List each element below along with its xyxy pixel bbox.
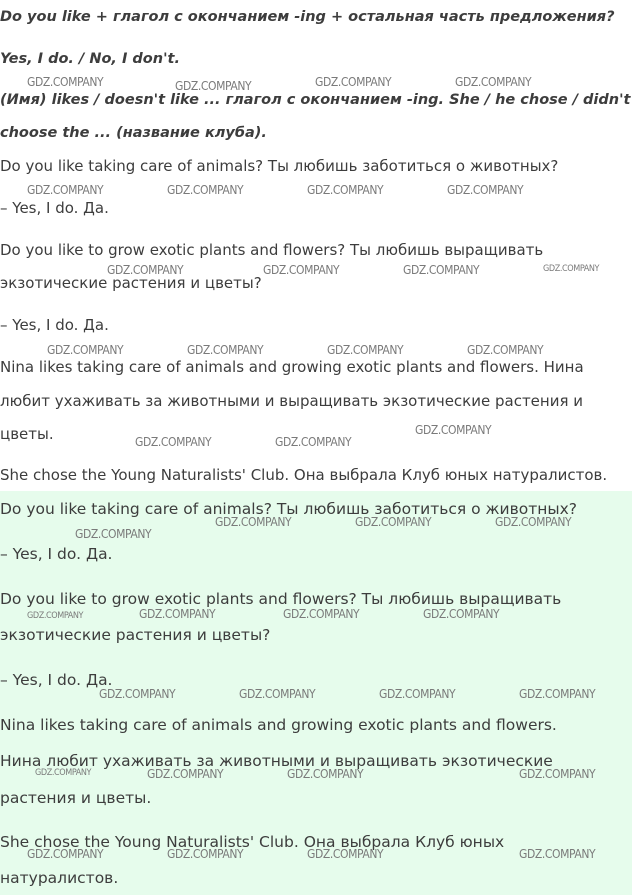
watermark: GDZ.COMPANY bbox=[99, 687, 176, 701]
answer2-reply-1: – Yes, I do. Да. bbox=[0, 545, 113, 563]
watermark: GDZ.COMPANY bbox=[107, 263, 184, 277]
watermark: GDZ.COMPANY bbox=[307, 183, 384, 197]
answer1-question-2-cont: экзотические растения и цветы? bbox=[0, 274, 262, 292]
watermark: GDZ.COMPANY bbox=[275, 435, 352, 449]
answer1-summary-1-end: цветы. bbox=[0, 425, 54, 443]
answer1-summary-1-cont: любит ухаживать за животными и выращивать экзотические растения и bbox=[0, 392, 584, 410]
watermark: GDZ.COMPANY bbox=[47, 343, 124, 357]
watermark: GDZ.COMPANY bbox=[455, 75, 532, 89]
watermark: GDZ.COMPANY bbox=[35, 768, 92, 778]
watermark: GDZ.COMPANY bbox=[283, 607, 360, 621]
answer1-summary-2: She chose the Young Naturalists' Club. Она выбрала Клуб юных натуралистов. bbox=[0, 466, 608, 484]
watermark: GDZ.COMPANY bbox=[75, 527, 152, 541]
watermark: GDZ.COMPANY bbox=[327, 343, 404, 357]
answer1-question-1: Do you like taking care of animals? Ты любишь заботиться о животных? bbox=[0, 157, 559, 175]
watermark: GDZ.COMPANY bbox=[519, 767, 596, 781]
watermark: GDZ.COMPANY bbox=[543, 264, 600, 274]
answer2-question-1: Do you like taking care of animals? Ты любишь заботиться о животных? bbox=[0, 500, 577, 518]
answer1-reply-1: – Yes, I do. Да. bbox=[0, 199, 109, 217]
answer2-summary-1: Nina likes taking care of animals and growing exotic plants and flowers. bbox=[0, 716, 557, 734]
watermark: GDZ.COMPANY bbox=[519, 847, 596, 861]
watermark: GDZ.COMPANY bbox=[27, 75, 104, 89]
watermark: GDZ.COMPANY bbox=[27, 611, 84, 621]
answer2-reply-2: – Yes, I do. Да. bbox=[0, 671, 113, 689]
watermark: GDZ.COMPANY bbox=[379, 687, 456, 701]
watermark: GDZ.COMPANY bbox=[139, 607, 216, 621]
watermark: GDZ.COMPANY bbox=[147, 767, 224, 781]
template-line-2: Yes, I do. / No, I don't. bbox=[0, 51, 180, 67]
answer1-summary-1: Nina likes taking care of animals and growing exotic plants and flowers. Нина bbox=[0, 358, 584, 376]
watermark: GDZ.COMPANY bbox=[519, 687, 596, 701]
watermark: GDZ.COMPANY bbox=[135, 435, 212, 449]
template-line-4: choose the ... (название клуба). bbox=[0, 125, 267, 141]
watermark: GDZ.COMPANY bbox=[307, 847, 384, 861]
watermark: GDZ.COMPANY bbox=[27, 183, 104, 197]
answer2-question-2: Do you like to grow exotic plants and flowers? Ты любишь выращивать bbox=[0, 590, 562, 608]
watermark: GDZ.COMPANY bbox=[287, 767, 364, 781]
watermark: GDZ.COMPANY bbox=[315, 75, 392, 89]
answer2-summary-2: Нина любит ухаживать за животными и выращивать экзотические bbox=[0, 752, 553, 770]
answer1-question-2: Do you like to grow exotic plants and flowers? Ты любишь выращивать bbox=[0, 241, 544, 259]
watermark: GDZ.COMPANY bbox=[215, 515, 292, 529]
answer1-reply-2: – Yes, I do. Да. bbox=[0, 316, 109, 334]
answer2-summary-3-cont: натуралистов. bbox=[0, 869, 119, 887]
watermark: GDZ.COMPANY bbox=[263, 263, 340, 277]
watermark: GDZ.COMPANY bbox=[355, 515, 432, 529]
watermark: GDZ.COMPANY bbox=[27, 847, 104, 861]
watermark: GDZ.COMPANY bbox=[239, 687, 316, 701]
watermark: GDZ.COMPANY bbox=[403, 263, 480, 277]
answer2-summary-3: She chose the Young Naturalists' Club. Она выбрала Клуб юных bbox=[0, 833, 505, 851]
watermark: GDZ.COMPANY bbox=[175, 79, 252, 93]
watermark: GDZ.COMPANY bbox=[447, 183, 524, 197]
watermark: GDZ.COMPANY bbox=[187, 343, 264, 357]
template-line-3: (Имя) likes / doesn't like ... глагол с окончанием -ing. She / he chose / didn't bbox=[0, 92, 631, 108]
watermark: GDZ.COMPANY bbox=[467, 343, 544, 357]
answer2-summary-2-cont: растения и цветы. bbox=[0, 789, 152, 807]
watermark: GDZ.COMPANY bbox=[495, 515, 572, 529]
watermark: GDZ.COMPANY bbox=[167, 847, 244, 861]
watermark: GDZ.COMPANY bbox=[415, 423, 492, 437]
watermark: GDZ.COMPANY bbox=[167, 183, 244, 197]
answer2-question-2-cont: экзотические растения и цветы? bbox=[0, 626, 271, 644]
template-line-1: Do you like + глагол с окончанием -ing + остальная часть предложения? bbox=[0, 9, 615, 25]
watermark: GDZ.COMPANY bbox=[423, 607, 500, 621]
